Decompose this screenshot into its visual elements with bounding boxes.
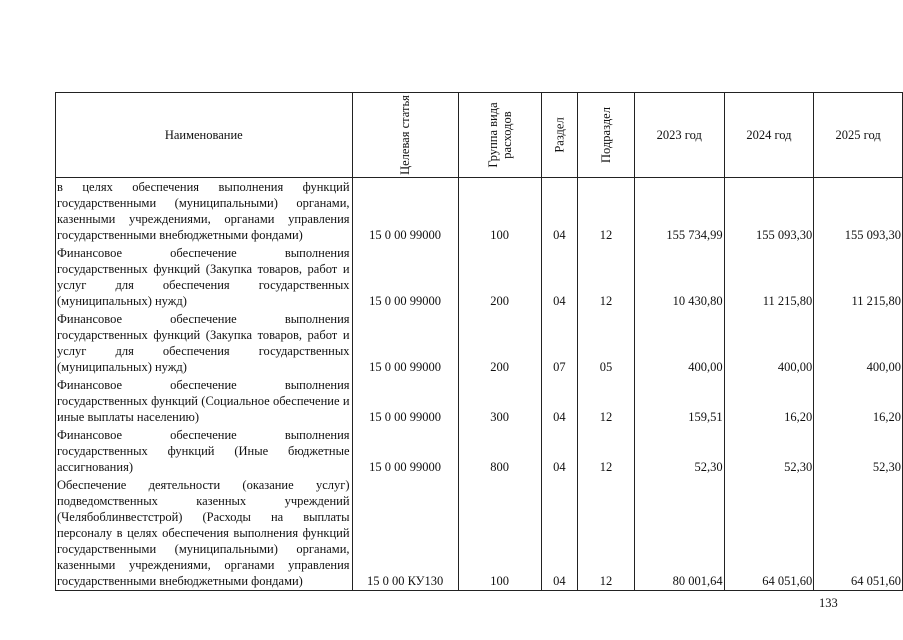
header-subsection: Подраздел [578,93,635,178]
row-name: Обеспечение деятельности (оказание услуг) подведомственных казенных учреждений (Челябоблинвестстрой) (Расходы на выплаты персоналу в целях обеспечения выполнения функций государственными (муниципальными) органами, казенными учреждениями, органами управления государственными внебюджетными фондами) [56,476,353,591]
row-subsection: 12 [578,244,635,310]
row-group: 300 [458,376,541,426]
header-section: Раздел [541,93,577,178]
row-code: 15 0 00 99000 [352,244,458,310]
row-name: Финансовое обеспечение выполнения государственных функций (Закупка товаров, работ и услуг для обеспечения государственных (муниципальных) нужд) [56,310,353,376]
row-section: 04 [541,376,577,426]
table-header-row [56,93,903,178]
header-target-article: Целевая статья [352,93,458,178]
header-name: Наименование [56,93,353,178]
row-subsection: 12 [578,426,635,476]
row-section: 07 [541,310,577,376]
row-code: 15 0 00 КУ130 [352,476,458,591]
row-code: 15 0 00 99000 [352,376,458,426]
row-2023: 400,00 [634,310,724,376]
row-section: 04 [541,244,577,310]
header-2025: 2025 год [814,93,903,178]
header-expense-group: Группа вида расходов [458,93,541,178]
row-group: 800 [458,426,541,476]
row-2025: 16,20 [814,376,903,426]
row-section: 04 [541,178,577,245]
row-2024: 400,00 [724,310,814,376]
table-row [56,376,903,426]
row-group: 200 [458,244,541,310]
row-2025: 400,00 [814,310,903,376]
row-2025: 11 215,80 [814,244,903,310]
row-subsection: 12 [578,376,635,426]
row-name: в целях обеспечения выполнения функций государственными (муниципальными) органами, казенными учреждениями, органами управления государственными внебюджетными фондами) [56,178,353,245]
row-2023: 155 734,99 [634,178,724,245]
row-code: 15 0 00 99000 [352,426,458,476]
row-2025: 155 093,30 [814,178,903,245]
header-2024: 2024 год [724,93,814,178]
row-2023: 10 430,80 [634,244,724,310]
row-section: 04 [541,476,577,591]
row-section: 04 [541,426,577,476]
row-2023: 52,30 [634,426,724,476]
row-2024: 155 093,30 [724,178,814,245]
row-code: 15 0 00 99000 [352,310,458,376]
table-row [56,178,903,245]
row-code: 15 0 00 99000 [352,178,458,245]
table-row [56,476,903,591]
budget-table [55,92,903,591]
table-row [56,426,903,476]
table-row [56,244,903,310]
row-2023: 159,51 [634,376,724,426]
row-group: 100 [458,476,541,591]
row-2025: 52,30 [814,426,903,476]
row-2023: 80 001,64 [634,476,724,591]
row-name: Финансовое обеспечение выполнения государственных функций (Закупка товаров, работ и услуг для обеспечения государственных (муниципальных) нужд) [56,244,353,310]
row-2024: 64 051,60 [724,476,814,591]
row-2024: 16,20 [724,376,814,426]
row-subsection: 05 [578,310,635,376]
header-2023: 2023 год [634,93,724,178]
row-name: Финансовое обеспечение выполнения государственных функций (Социальное обеспечение и иные выплаты населению) [56,376,353,426]
row-subsection: 12 [578,476,635,591]
row-group: 200 [458,310,541,376]
row-2025: 64 051,60 [814,476,903,591]
row-group: 100 [458,178,541,245]
table-row [56,310,903,376]
row-subsection: 12 [578,178,635,245]
page-number: 133 [819,596,838,610]
row-2024: 52,30 [724,426,814,476]
row-name: Финансовое обеспечение выполнения государственных функций (Иные бюджетные ассигнования) [56,426,353,476]
row-2024: 11 215,80 [724,244,814,310]
